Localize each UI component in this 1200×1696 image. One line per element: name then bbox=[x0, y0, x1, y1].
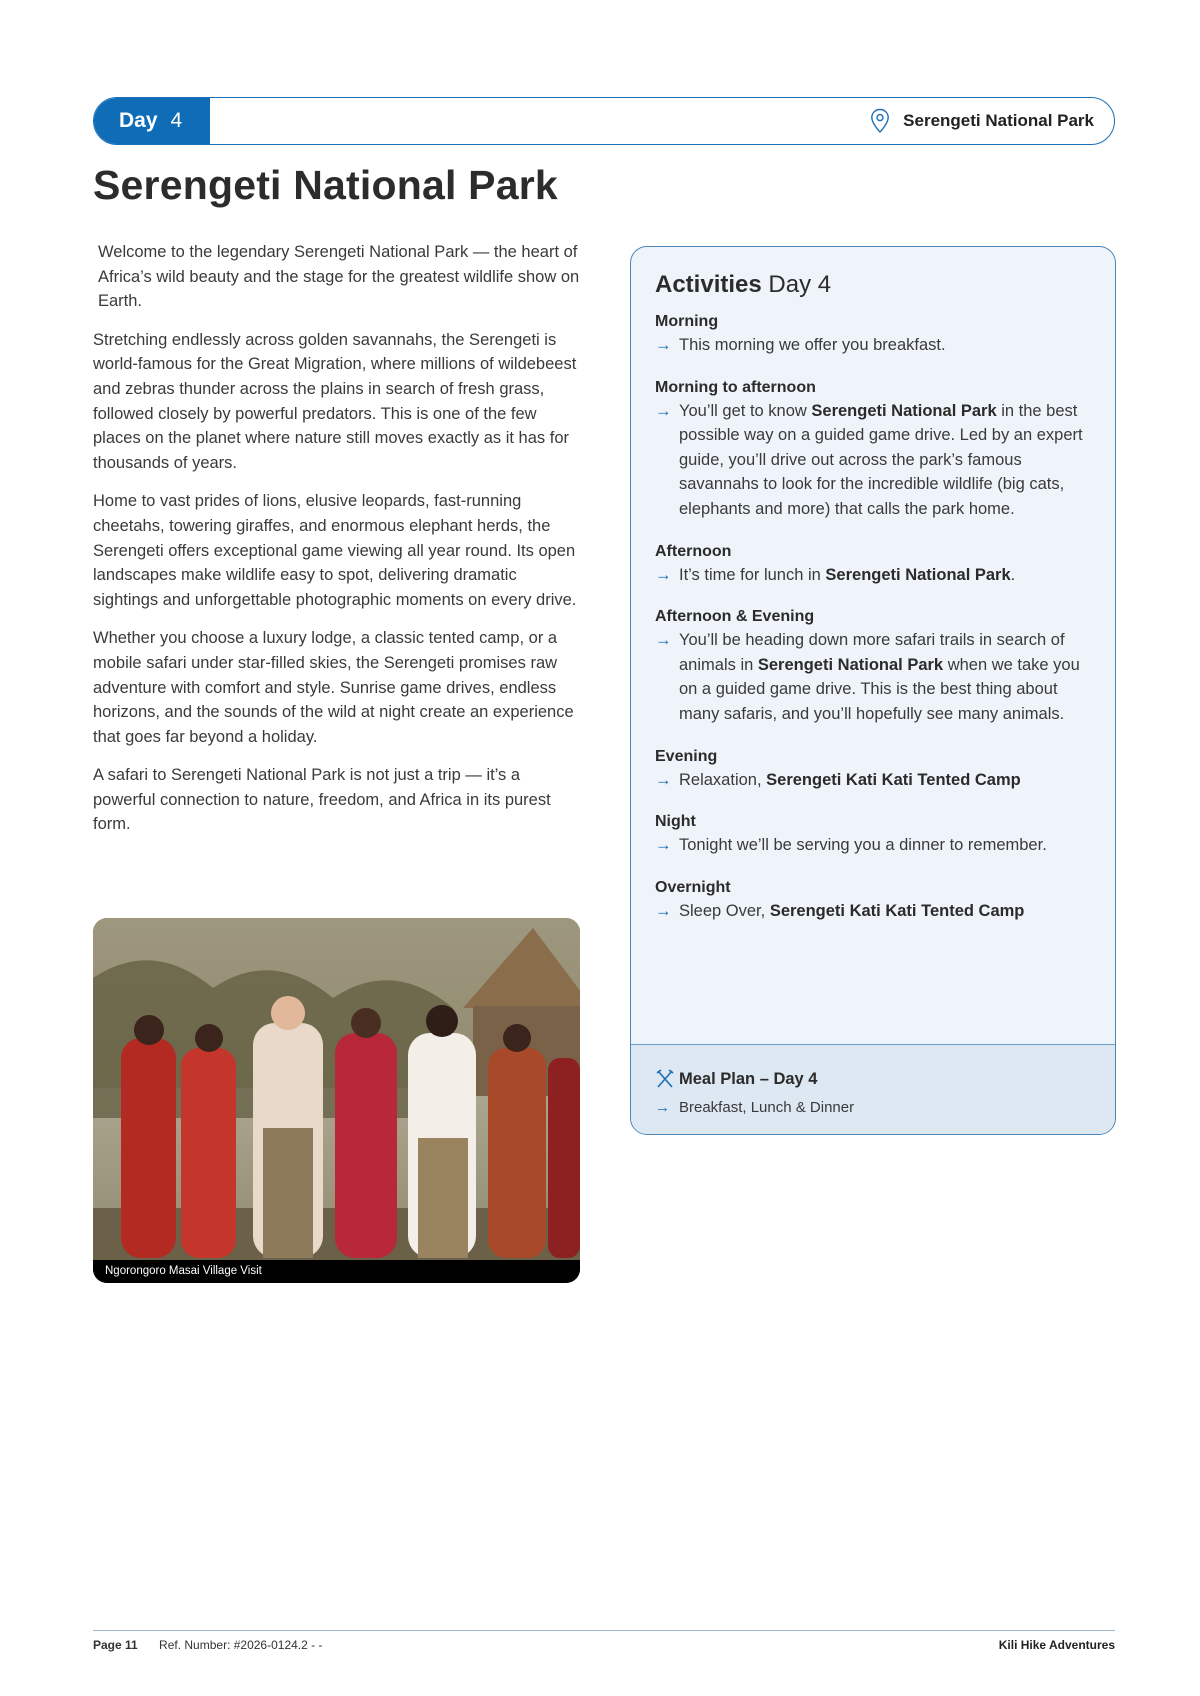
activity-description bbox=[679, 833, 1047, 858]
photo-illustration bbox=[93, 918, 580, 1283]
arrow-right-icon: → bbox=[655, 901, 672, 920]
arrow-right-icon: → bbox=[655, 770, 672, 789]
intro-paragraph: Whether you choose a luxury lodge, a classic tented camp, or a mobile safari under star-filled skies, the Serengeti promises raw adventure with comfort and style. Sunrise game drives, endless horizons, and the sounds of the wild at night create an experience that goes far beyond a holiday. bbox=[93, 629, 574, 746]
activity-highlight: Serengeti Kati Kati Tented Camp bbox=[769, 901, 1025, 920]
activity-text: It’s time for lunch in bbox=[679, 565, 826, 584]
activity-line bbox=[655, 768, 1095, 793]
arrow-right-icon: → bbox=[655, 836, 672, 855]
activity-highlight: Serengeti National Park bbox=[825, 565, 1011, 584]
arrow-right-icon: → bbox=[655, 336, 672, 354]
activity-slot bbox=[655, 311, 1095, 358]
activity-description bbox=[679, 628, 1095, 726]
header-location-label: Serengeti National Park bbox=[903, 111, 1094, 130]
activity-text: when we take you on a guided game drive. This is the best thing about many safaris, and you’ll hopefully see many animals. bbox=[679, 655, 1080, 723]
activities-list bbox=[655, 271, 1095, 942]
day-badge bbox=[94, 98, 210, 144]
map-pin-icon bbox=[870, 108, 890, 134]
intro-text bbox=[93, 240, 583, 851]
activities-title bbox=[655, 271, 1095, 299]
activity-description bbox=[679, 899, 1024, 924]
day-header-bar bbox=[93, 97, 1115, 145]
activity-text: Relaxation, bbox=[679, 770, 767, 789]
activity-time-label: Afternoon & Evening bbox=[655, 608, 815, 626]
activity-time-label: Evening bbox=[655, 747, 718, 765]
activity-highlight: Serengeti National Park bbox=[757, 655, 944, 674]
day-label: Day bbox=[119, 109, 158, 132]
activities-panel bbox=[630, 246, 1116, 1135]
activity-time-label: Morning bbox=[655, 313, 719, 330]
intro-paragraph: Stretching endlessly across golden savannahs, the Serengeti is world-famous for the Great Migration, where millions of wildebeest and zebras thunder across the plains in search of fresh grass, followed closely by powerful predators. This is one of the few places on the planet where nature still moves exactly as it has for thousands of years. bbox=[93, 330, 577, 472]
footer-company: Kili Hike Adventures bbox=[998, 1638, 1115, 1652]
intro-paragraph: Welcome to the legendary Serengeti National Park — the heart of Africa’s wild beauty and the stage for the greatest wildlife show on Earth. bbox=[98, 243, 580, 311]
activity-line bbox=[655, 399, 1095, 522]
arrow-right-icon: → bbox=[655, 1099, 670, 1116]
activity-description bbox=[679, 563, 1015, 588]
activity-slot bbox=[655, 541, 1095, 588]
activity-text: Tonight we’ll be serving you a dinner to remember. bbox=[679, 836, 1047, 855]
meal-plan-title bbox=[655, 1069, 1115, 1089]
activity-description bbox=[679, 399, 1095, 522]
activity-highlight: Serengeti Kati Kati Tented Camp bbox=[766, 770, 1021, 789]
activity-slot bbox=[655, 877, 1095, 924]
utensils-icon bbox=[655, 1069, 675, 1089]
header-location bbox=[870, 98, 1094, 144]
arrow-right-icon: → bbox=[655, 565, 672, 584]
activity-description bbox=[679, 333, 946, 358]
activity-line bbox=[655, 899, 1095, 924]
page-number: Page 11 bbox=[93, 1638, 138, 1652]
activity-slot bbox=[655, 746, 1095, 793]
intro-paragraph: A safari to Serengeti National Park is not just a trip — it’s a powerful connection to nature, freedom, and Africa in its purest form. bbox=[93, 766, 551, 834]
activity-line bbox=[655, 833, 1095, 858]
footer-divider bbox=[93, 1630, 1115, 1631]
activity-line bbox=[655, 333, 1095, 358]
activity-time-label: Morning to afternoon bbox=[655, 378, 816, 396]
activity-description bbox=[679, 768, 1021, 793]
activity-slots bbox=[655, 311, 1095, 923]
activity-highlight: Serengeti National Park bbox=[811, 401, 997, 420]
activity-text: Sleep Over, bbox=[679, 901, 770, 920]
page-title: Serengeti National Park bbox=[93, 162, 558, 208]
activity-line bbox=[655, 628, 1095, 726]
activity-text: You’ll be heading down more safari trails in search of animals in bbox=[679, 631, 1065, 674]
activities-title-strong: Activities bbox=[655, 271, 762, 298]
meal-plan-title-text: Meal Plan – Day 4 bbox=[679, 1069, 818, 1088]
activity-line bbox=[655, 563, 1095, 588]
day-number: 4 bbox=[170, 109, 183, 132]
intro-paragraph: Home to vast prides of lions, elusive leopards, fast-running cheetahs, towering giraffes, and enormous elephant herds, the Serengeti offers exceptional game viewing all year round. Its open landscapes make wildlife easy to spot, delivering dramatic sightings and unforgettable photographic moments on every drive. bbox=[93, 492, 577, 609]
activity-slot bbox=[655, 811, 1095, 858]
activity-slot bbox=[655, 606, 1095, 726]
meal-plan bbox=[631, 1044, 1115, 1135]
reference-number: Ref. Number: #2026-0124.2 - - bbox=[159, 1638, 323, 1652]
arrow-right-icon: → bbox=[655, 401, 672, 420]
activity-text: This morning we offer you breakfast. bbox=[679, 336, 946, 354]
activity-time-label: Overnight bbox=[655, 878, 731, 896]
photo-caption: Ngorongoro Masai Village Visit bbox=[93, 1260, 580, 1283]
meal-plan-text: Breakfast, Lunch & Dinner bbox=[679, 1099, 855, 1116]
activity-time-label: Night bbox=[655, 813, 696, 831]
activity-text: You’ll get to know bbox=[679, 401, 812, 420]
meal-plan-line bbox=[655, 1099, 1115, 1116]
activity-slot bbox=[655, 377, 1095, 522]
activity-time-label: Afternoon bbox=[655, 542, 732, 560]
activity-text: . bbox=[1010, 565, 1016, 584]
activity-text: in the best possible way on a guided game drive. Led by an expert guide, you’ll drive out across the park’s famous savannahs to look for the incredible wildlife (big cats, elephants and more) that calls the park home. bbox=[679, 401, 1083, 518]
arrow-right-icon: → bbox=[655, 631, 672, 650]
footer-left bbox=[93, 1638, 322, 1652]
activities-title-day: Day 4 bbox=[768, 271, 832, 298]
village-photo bbox=[93, 918, 580, 1283]
